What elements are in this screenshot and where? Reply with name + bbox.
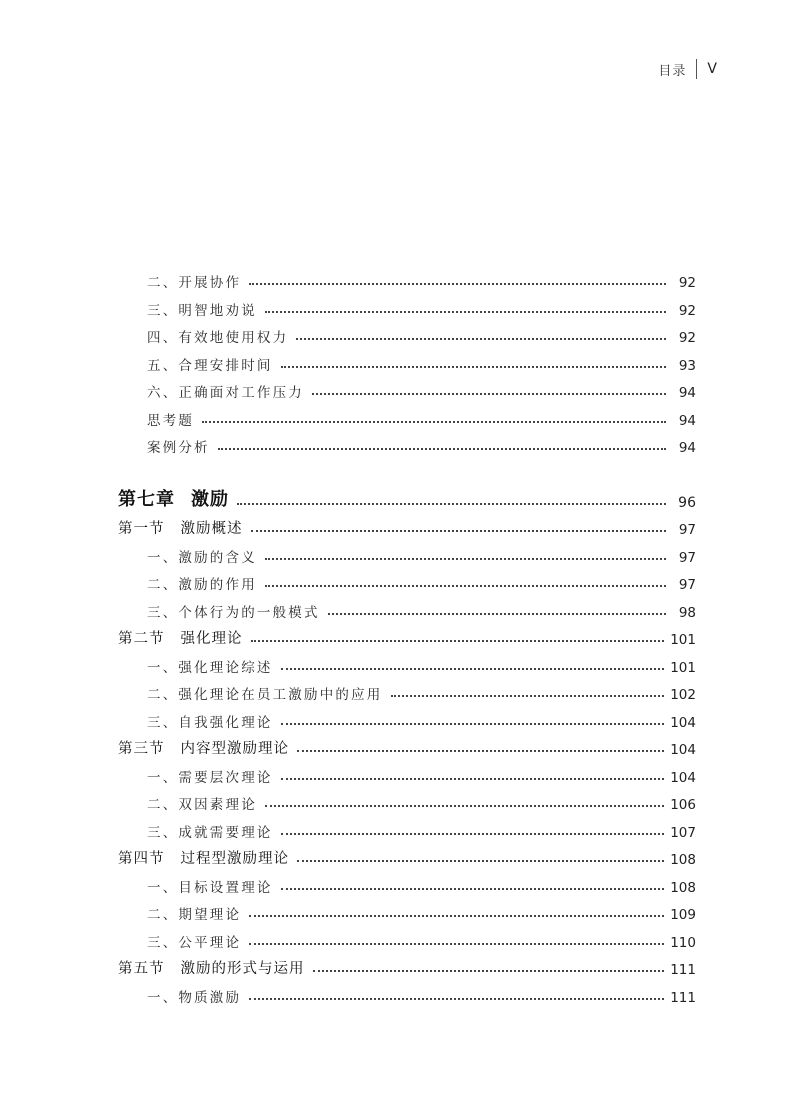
toc-subentry[interactable] (118, 539, 696, 566)
toc-page-number: 93 (678, 357, 696, 374)
toc-entry-title (147, 573, 257, 593)
dot-leader (265, 558, 666, 560)
toc-page-number: 108 (670, 852, 696, 868)
dot-leader (281, 778, 665, 780)
dot-leader (218, 448, 666, 450)
toc-entry-text: 三、个体行为的一般模式 (147, 604, 320, 621)
toc-subentry[interactable] (118, 676, 696, 703)
toc-section-entry[interactable] (118, 841, 696, 868)
toc-page-number: 108 (670, 879, 696, 896)
toc-entry-title (147, 711, 273, 731)
toc-entry-title (147, 931, 241, 951)
toc-section-entry[interactable] (118, 951, 696, 978)
toc-page-number: 111 (670, 989, 696, 1006)
toc-subentry[interactable] (118, 869, 696, 896)
toc-entry-title (147, 409, 194, 429)
toc-entry-title (147, 601, 320, 621)
toc-entry-text: 三、明智地劝说 (147, 302, 257, 319)
dot-leader (281, 833, 665, 835)
toc-entry-text: 三、成就需要理论 (147, 824, 273, 841)
toc-page-number: 92 (678, 330, 696, 346)
dot-leader (265, 805, 664, 807)
toc-entry-label: 第一节 (118, 521, 165, 537)
toc-entry-title (147, 299, 257, 319)
toc-page-number: 94 (678, 412, 696, 429)
toc-subentry[interactable] (118, 814, 696, 841)
toc-entry-text: 一、强化理论综述 (147, 659, 273, 676)
toc-entry-title (147, 354, 273, 374)
toc-page-number: 106 (670, 797, 696, 813)
toc-entry-title (147, 326, 288, 346)
toc-entry-title (147, 903, 241, 923)
dot-leader (313, 970, 665, 972)
dot-leader (281, 366, 666, 368)
toc-entry-title (147, 793, 257, 813)
toc-subentry[interactable] (118, 429, 696, 456)
toc-page-number: 104 (670, 714, 696, 731)
dot-leader (265, 311, 666, 313)
dot-leader (297, 750, 664, 752)
dot-leader (249, 998, 664, 1000)
toc-entry-text: 过程型激励理论 (180, 851, 289, 867)
toc-entry-text: 一、需要层次理论 (147, 769, 273, 786)
toc-page-number: 110 (670, 934, 696, 951)
toc-entry-title (118, 737, 289, 758)
toc-page-number: 97 (678, 522, 696, 538)
toc-entry-text: 激励 (191, 488, 229, 510)
toc-entry-title (147, 271, 241, 291)
toc-entry-text: 二、期望理论 (147, 907, 242, 923)
toc-page-number: 104 (670, 742, 696, 758)
toc-entry-text: 六、正确面对工作压力 (147, 385, 304, 401)
dot-leader (297, 860, 664, 862)
toc-entry-title (147, 436, 210, 456)
toc-entry-text: 一、物质激励 (147, 989, 242, 1006)
dot-leader (202, 421, 666, 423)
toc-entry-title (147, 546, 257, 566)
dot-leader (391, 695, 665, 697)
toc-entry-title (147, 766, 273, 786)
toc-entry-text: 五、合理安排时间 (147, 357, 273, 374)
toc-subentry[interactable] (118, 402, 696, 429)
dot-leader (251, 530, 667, 532)
toc-page-number: 98 (678, 604, 696, 621)
toc-page-number: 96 (678, 494, 696, 511)
toc-page-number: 94 (678, 385, 696, 401)
toc-entry-title (147, 656, 273, 676)
running-head (658, 58, 718, 80)
toc-page-number: 104 (670, 769, 696, 786)
toc-subentry[interactable] (118, 264, 696, 291)
toc-page-number: 92 (678, 275, 696, 291)
toc-entry-title (118, 627, 243, 648)
toc-entry-label: 第二节 (118, 631, 165, 647)
toc-entry-title (118, 957, 305, 978)
dot-leader (281, 668, 665, 670)
dot-leader (251, 640, 665, 642)
toc-subentry[interactable] (118, 896, 696, 923)
toc-entry-text: 强化理论 (180, 631, 243, 647)
toc-page-number: 97 (678, 577, 696, 593)
toc-subentry[interactable] (118, 704, 696, 731)
toc-subentry[interactable] (118, 319, 696, 346)
toc-section-entry[interactable] (118, 621, 696, 648)
toc-entry-text: 一、激励的含义 (147, 549, 257, 566)
toc-entry-text: 案例分析 (147, 440, 210, 456)
toc-section-entry[interactable] (118, 511, 696, 538)
toc-page-number: 102 (670, 687, 696, 703)
toc-entry-label: 第三节 (118, 741, 165, 757)
toc-entry-text: 二、激励的作用 (147, 577, 257, 593)
toc-entry-text: 二、双因素理论 (147, 797, 257, 813)
toc-page-number: 94 (678, 440, 696, 456)
toc-subentry[interactable] (118, 347, 696, 374)
toc-entry-text: 内容型激励理论 (180, 741, 289, 757)
toc-entry-text: 思考题 (147, 412, 195, 429)
toc-subentry[interactable] (118, 374, 696, 401)
toc-entry-text: 二、开展协作 (147, 275, 242, 291)
toc-subentry[interactable] (118, 924, 696, 951)
toc-entry-label: 第五节 (118, 961, 165, 977)
toc-subentry[interactable] (118, 292, 696, 319)
toc-entry-title (118, 485, 229, 511)
toc-entry-title (147, 683, 383, 703)
toc-entry-title (147, 876, 273, 896)
header-divider (696, 59, 697, 79)
toc-chapter-entry[interactable] (118, 484, 696, 511)
toc-section-entry[interactable] (118, 731, 696, 758)
dot-leader (312, 393, 666, 395)
toc-subentry[interactable] (118, 979, 696, 1006)
dot-leader (296, 338, 666, 340)
running-title: 目录 (658, 63, 687, 79)
toc-subentry[interactable] (118, 566, 696, 593)
toc-entry-title (118, 847, 289, 868)
toc-page-number: 92 (678, 302, 696, 319)
toc-entry-title (147, 986, 241, 1006)
dot-leader (281, 888, 665, 890)
toc-page-number: 107 (670, 824, 696, 841)
dot-leader (237, 503, 666, 505)
toc-entry-title (118, 517, 243, 538)
toc-subentry[interactable] (118, 786, 696, 813)
toc-entry-text: 三、公平理论 (147, 934, 242, 951)
dot-leader (328, 613, 666, 615)
dot-leader (265, 585, 666, 587)
dot-leader (249, 283, 666, 285)
toc-entry-text: 激励概述 (180, 521, 243, 537)
toc-page-number: 111 (670, 962, 696, 978)
toc-page-number: 101 (670, 659, 696, 676)
toc-entry-text: 激励的形式与运用 (180, 961, 305, 977)
toc-entry-title (147, 381, 304, 401)
toc-page-number: 101 (670, 632, 696, 648)
toc-page-number: 109 (670, 907, 696, 923)
toc-entry-text: 二、强化理论在员工激励中的应用 (147, 687, 383, 703)
dot-leader (281, 723, 665, 725)
toc-subentry[interactable] (118, 594, 696, 621)
toc-entry-text: 三、自我强化理论 (147, 714, 273, 731)
dot-leader (249, 943, 664, 945)
toc-page-number: 97 (678, 549, 696, 566)
toc-subentry[interactable] (118, 649, 696, 676)
dot-leader (249, 915, 664, 917)
toc-subentry[interactable] (118, 759, 696, 786)
toc-entry-text: 一、目标设置理论 (147, 879, 273, 896)
toc-entry-title (147, 821, 273, 841)
toc-entry-label: 第七章 (118, 488, 175, 510)
page-number: V (707, 61, 718, 77)
toc-entry-label: 第四节 (118, 851, 165, 867)
toc-entry-text: 四、有效地使用权力 (147, 330, 289, 346)
